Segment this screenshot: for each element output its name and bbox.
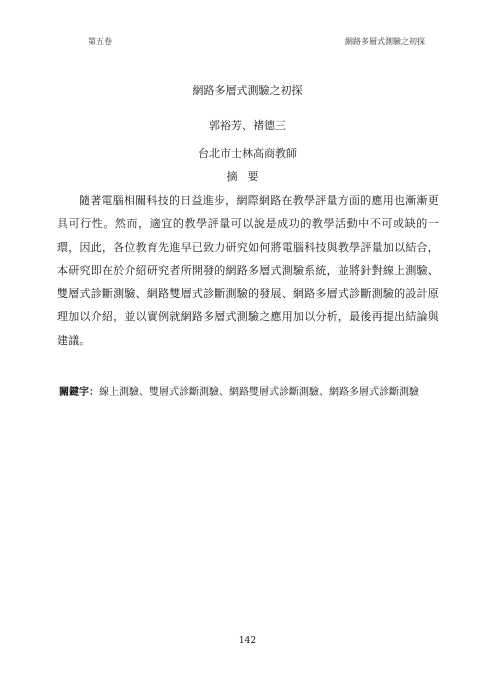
- paper-authors: 郭裕芳、褚德三: [209, 119, 286, 132]
- abstract-text: 隨著電腦相關科技的日益進步，網際網路在教學評量方面的應用也漸漸更具可行性。然而，適宜的教學評量可以說是成功的教學活動中不可或缺的一環，因此，各位教育先進早已致力研究如何將電腦科技與教學評量加以結合，本研究即在於介紹研究者所開發的網路多層式測驗系統，並將針對線上測驗、雙層式診斷測驗、網路雙層式診斷測驗的發展、網路多層式診斷測驗的設計原理加以介紹，並以實例就網路多層式測驗之應用加以分析，最後再提出結論與建議。: [57, 194, 439, 347]
- keywords: [59, 386, 439, 400]
- author-affiliation: 台北市士林高商教師: [198, 147, 297, 160]
- issue-label: 第五卷: [88, 37, 112, 46]
- keywords-label: 關鍵字：: [59, 387, 99, 398]
- keywords-text: 線上測驗、雙層式診斷測驗、網路雙層式診斷測驗、網路多層式診斷測驗: [99, 387, 419, 398]
- page-number: 142: [238, 636, 257, 646]
- abstract-heading: 摘要: [226, 170, 269, 183]
- paper-title: 網路多層式測驗之初探: [192, 84, 303, 97]
- running-title: 網路多層式測驗之初探: [345, 37, 425, 46]
